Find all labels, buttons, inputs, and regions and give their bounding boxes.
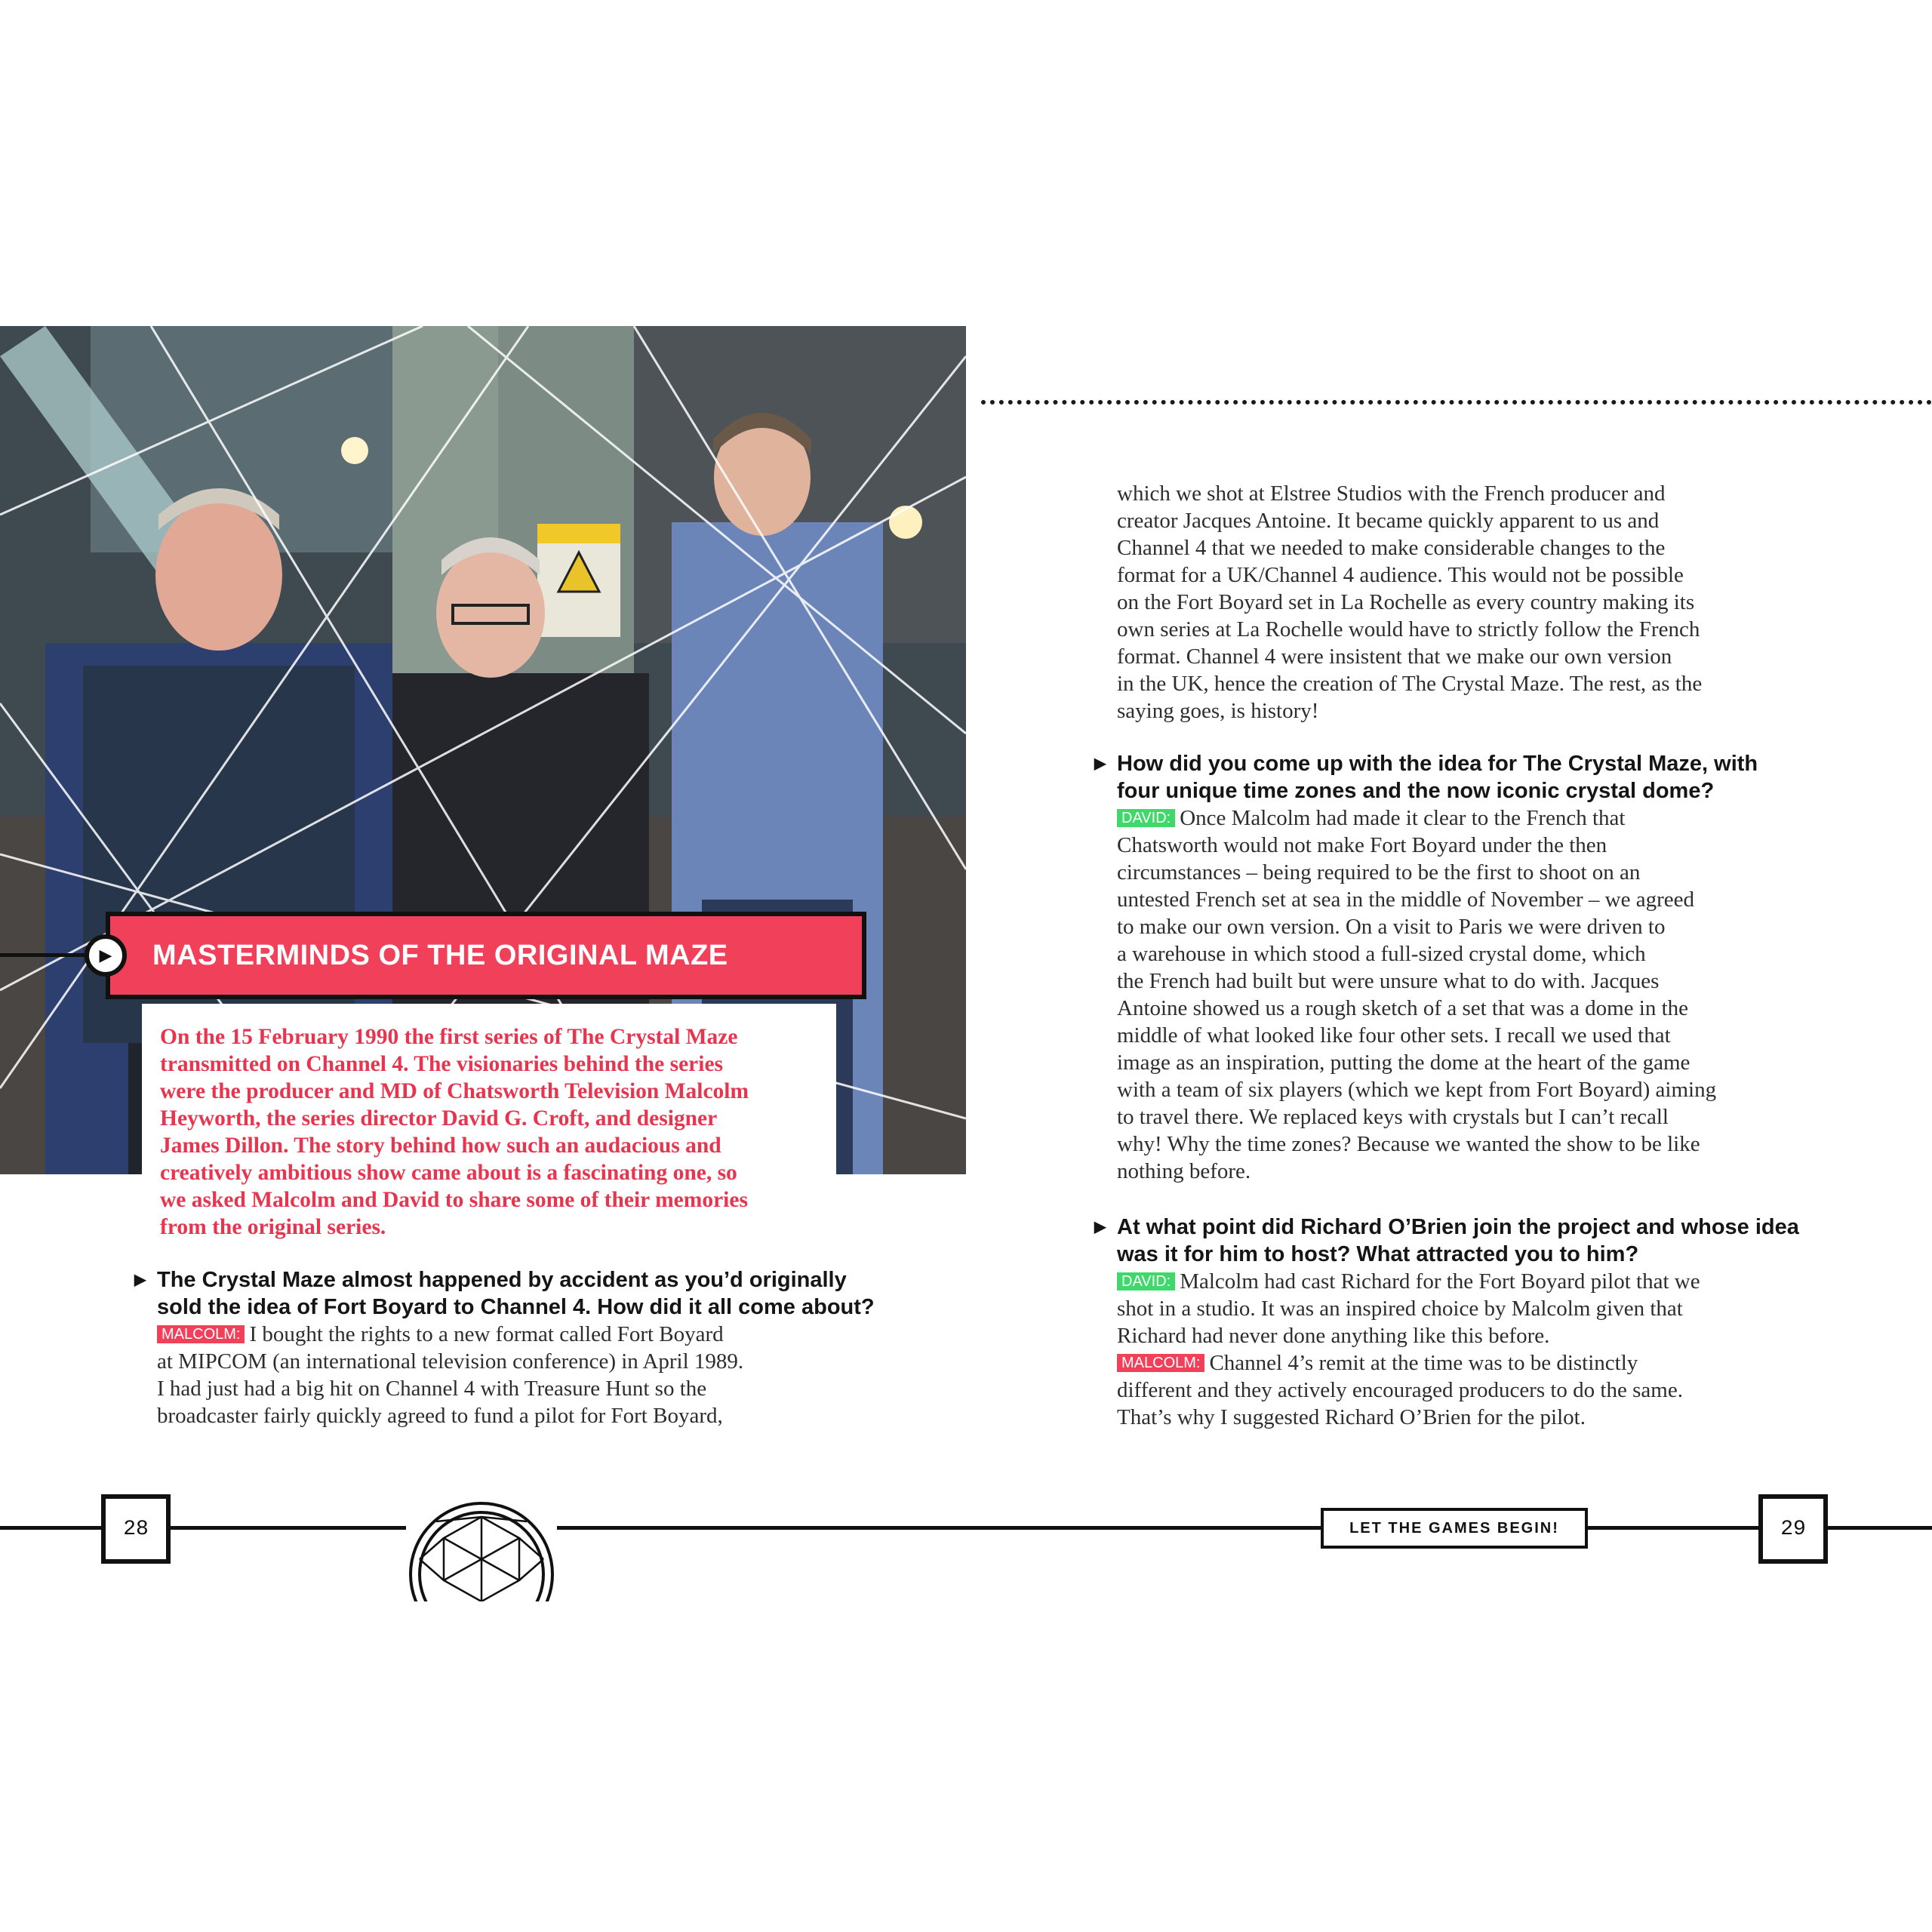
question-line: sold the idea of Fort Boyard to Channel 4. How did it all come about? [157, 1295, 875, 1319]
answer-line: to travel there. We replaced keys with crystals but I can’t recall [1117, 1105, 1669, 1129]
intro-line: creatively ambitious show came about is a fascinating one, so [160, 1161, 737, 1185]
question-line: The Crystal Maze almost happened by accident as you’d originally [157, 1268, 847, 1292]
feature-title-box [106, 912, 866, 999]
answer-line: in the UK, hence the creation of The Crystal Maze. The rest, as the [1117, 672, 1703, 696]
answer-line: I had just had a big hit on Channel 4 with Treasure Hunt so the [157, 1377, 707, 1401]
answer-line: on the Fort Boyard set in La Rochelle as every country making its [1117, 590, 1695, 614]
answer-line: Antoine showed us a rough sketch of a set that was a dome in the [1117, 996, 1689, 1020]
speaker-tag-malcolm: MALCOLM: [1117, 1354, 1204, 1372]
answer-line: Chatsworth would not make Fort Boyard under the then [1117, 833, 1607, 857]
answer-line: creator Jacques Antoine. It became quickly apparent to us and [1117, 509, 1660, 533]
question-2 [1094, 750, 1872, 804]
feature-title: MASTERMINDS OF THE ORIGINAL MAZE [152, 939, 728, 971]
bullet-arrow-icon: ▶ [1094, 1219, 1106, 1235]
answer-line: Channel 4’s remit at the time was to be distinctly [1209, 1351, 1638, 1375]
intro-line: James Dillon. The story behind how such an audacious and [160, 1134, 721, 1158]
answer-line: a warehouse in which stood a full-sized crystal dome, which [1117, 942, 1646, 966]
answer-1 [157, 1321, 881, 1429]
answer-line: which we shot at Elstree Studios with the French producer and [1117, 481, 1666, 506]
intro-line: we asked Malcolm and David to share some of their memories [160, 1188, 748, 1212]
answer-line: different and they actively encouraged producers to do the same. [1117, 1378, 1683, 1402]
question-line: four unique time zones and the now iconic crystal dome? [1117, 779, 1715, 803]
bullet-arrow-icon: ▶ [134, 1272, 146, 1288]
question-line: How did you come up with the idea for The Crystal Maze, with [1117, 752, 1758, 776]
answer-1-continued [1117, 480, 1872, 724]
answer-line: to make our own version. On a visit to Paris we were driven to [1117, 915, 1666, 939]
answer-line: why! Why the time zones? Because we wanted the show to be like [1117, 1132, 1700, 1156]
intro-line: transmitted on Channel 4. The visionaries behind the series [160, 1052, 724, 1076]
play-icon: ▶ [85, 934, 127, 977]
crystal-dome-icon [406, 1499, 557, 1604]
answer-line: middle of what looked like four other sets. I recall we used that [1117, 1023, 1671, 1048]
answer-line: nothing before. [1117, 1159, 1251, 1183]
intro-line: from the original series. [160, 1215, 386, 1239]
answer-line: broadcaster fairly quickly agreed to fund a pilot for Fort Boyard, [157, 1404, 723, 1428]
title-connector-line [0, 953, 91, 957]
answer-line: the French had built but were unsure what to do with. Jacques [1117, 969, 1660, 993]
answer-line: at MIPCOM (an international television conference) in April 1989. [157, 1349, 744, 1374]
answer-line: Channel 4 that we needed to make considerable changes to the [1117, 536, 1666, 560]
answer-2 [1117, 804, 1872, 1185]
footer-rule [0, 1526, 1932, 1530]
left-column [134, 1266, 881, 1429]
answer-3 [1117, 1268, 1872, 1431]
answer-line: Malcolm had cast Richard for the Fort Boyard pilot that we [1180, 1269, 1700, 1294]
intro-line: On the 15 February 1990 the first series of The Crystal Maze [160, 1025, 738, 1049]
right-column-q2 [1094, 750, 1872, 1185]
right-column-continued [1117, 480, 1872, 724]
question-1 [134, 1266, 881, 1321]
intro-line: were the producer and MD of Chatsworth Television Malcolm [160, 1079, 749, 1103]
speaker-tag-david: DAVID: [1117, 1272, 1175, 1291]
question-line: was it for him to host? What attracted you to him? [1117, 1242, 1639, 1266]
dotted-divider [981, 400, 1932, 405]
answer-line: circumstances – being required to be the first to shoot on an [1117, 860, 1641, 884]
speaker-tag-david: DAVID: [1117, 809, 1175, 827]
bullet-arrow-icon: ▶ [1094, 755, 1106, 772]
answer-line: I bought the rights to a new format called Fort Boyard [249, 1322, 724, 1346]
answer-line: untested French set at sea in the middle of November – we agreed [1117, 888, 1695, 912]
answer-line: shot in a studio. It was an inspired choice by Malcolm given that [1117, 1297, 1683, 1321]
speaker-tag-malcolm: MALCOLM: [157, 1325, 245, 1343]
right-column-q3 [1094, 1214, 1872, 1431]
answer-line: format for a UK/Channel 4 audience. This would not be possible [1117, 563, 1684, 587]
page-number-right: 29 [1758, 1494, 1828, 1564]
answer-line: image as an inspiration, putting the dome at the heart of the game [1117, 1051, 1690, 1075]
chapter-label: LET THE GAMES BEGIN! [1321, 1508, 1588, 1549]
intro-text [160, 1023, 839, 1241]
answer-line: saying goes, is history! [1117, 699, 1319, 723]
answer-line: That’s why I suggested Richard O’Brien for the pilot. [1117, 1405, 1586, 1429]
question-3 [1094, 1214, 1872, 1268]
answer-line: with a team of six players (which we kept from Fort Boyard) aiming [1117, 1078, 1717, 1102]
answer-line: own series at La Rochelle would have to strictly follow the French [1117, 617, 1700, 641]
intro-line: Heyworth, the series director David G. Croft, and designer [160, 1106, 718, 1131]
answer-line: Richard had never done anything like this before. [1117, 1324, 1550, 1348]
question-line: At what point did Richard O’Brien join the project and whose idea [1117, 1215, 1799, 1239]
answer-line: Once Malcolm had made it clear to the French that [1180, 806, 1626, 830]
answer-line: format. Channel 4 were insistent that we make our own version [1117, 645, 1672, 669]
page-number-left: 28 [101, 1494, 171, 1564]
